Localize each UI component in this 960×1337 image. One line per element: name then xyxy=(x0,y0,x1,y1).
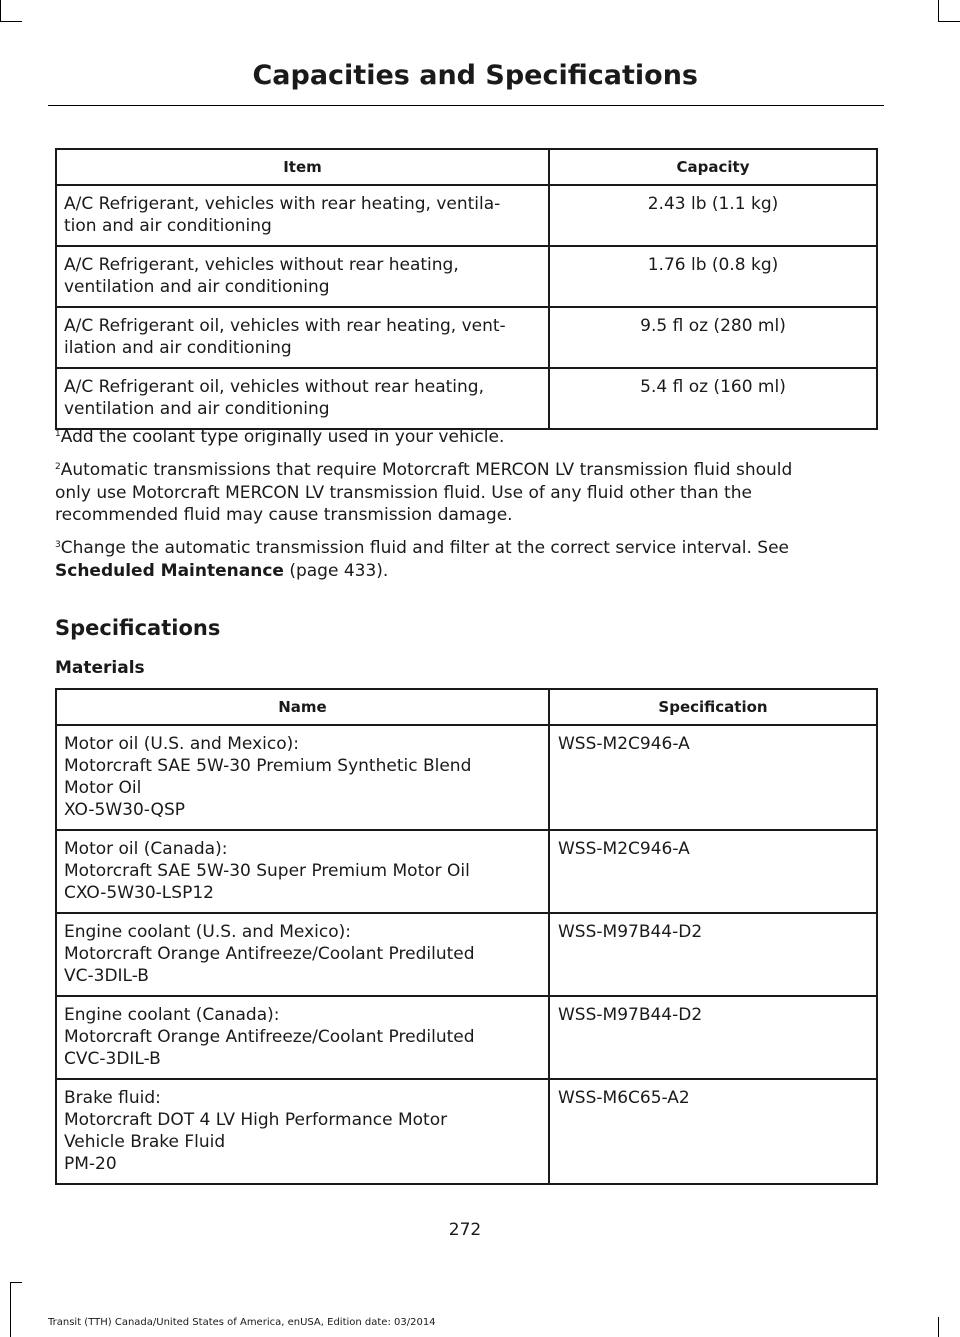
footnote-2: $^2$Automatic transmissions that require Motorcraft MERCON LV transmission fluid should only use Motorcraft MERCON LV transmission fluid. Use of any fluid other than the recommended fluid may cause transmission damage. xyxy=(55,460,793,525)
crop-mark xyxy=(938,1317,939,1337)
column-header-capacity: Capacity xyxy=(549,149,877,185)
section-subtitle: Materials xyxy=(55,658,145,678)
capacity-cell: 2.43 lb (1.1 kg) xyxy=(549,185,877,246)
crop-mark xyxy=(10,1282,22,1283)
item-cell: A/C Refrigerant, vehicles without rear heating, ventilation and air conditioning xyxy=(56,246,549,307)
spec-cell: WSS-M2C946-A xyxy=(549,725,877,830)
table-header-row xyxy=(56,149,877,185)
table-row xyxy=(56,913,877,996)
capacity-cell: 9.5 fl oz (280 ml) xyxy=(549,307,877,368)
table-row xyxy=(56,307,877,368)
name-cell: Engine coolant (U.S. and Mexico): Motorcraft Orange Antifreeze/Coolant Prediluted VC-3DIL-B xyxy=(56,913,549,996)
spec-cell: WSS-M97B44-D2 xyxy=(549,913,877,996)
item-cell: A/C Refrigerant oil, vehicles with rear heating, vent- ilation and air conditioning xyxy=(56,307,549,368)
page-footer: Transit (TTH) Canada/United States of America, enUSA, Edition date: 03/2014 xyxy=(48,1317,436,1328)
materials-table xyxy=(55,688,878,1185)
column-header-specification: Specification xyxy=(549,689,877,725)
scheduled-maintenance-link[interactable]: Scheduled Maintenance xyxy=(55,560,284,581)
table-row xyxy=(56,368,877,429)
crop-mark xyxy=(938,0,939,22)
section-title: Specifications xyxy=(55,616,221,640)
crop-mark xyxy=(938,21,960,22)
table-row xyxy=(56,996,877,1079)
crop-mark xyxy=(0,21,22,22)
capacity-cell: 5.4 fl oz (160 ml) xyxy=(549,368,877,429)
spec-cell: WSS-M2C946-A xyxy=(549,830,877,913)
table-row xyxy=(56,1079,877,1184)
footnote-1: $^1$Add the coolant type originally used in your vehicle. xyxy=(55,427,505,447)
page-title: Capacities and Specifications xyxy=(252,60,698,91)
spec-cell: WSS-M6C65-A2 xyxy=(549,1079,877,1184)
footnote-3: $^3$Change the automatic transmission fluid and filter at the correct service interval. See Scheduled Maintenance (page 433). xyxy=(55,538,789,581)
table-header-row xyxy=(56,689,877,725)
table-row xyxy=(56,830,877,913)
page-number: 272 xyxy=(448,1220,482,1240)
column-header-name: Name xyxy=(56,689,549,725)
table-row xyxy=(56,246,877,307)
crop-mark xyxy=(10,1282,11,1337)
table-row xyxy=(56,725,877,830)
item-cell: A/C Refrigerant, vehicles with rear heating, ventila- tion and air conditioning xyxy=(56,185,549,246)
capacity-cell: 1.76 lb (0.8 kg) xyxy=(549,246,877,307)
crop-mark xyxy=(0,0,1,22)
capacities-table xyxy=(55,148,878,430)
spec-cell: WSS-M97B44-D2 xyxy=(549,996,877,1079)
name-cell: Engine coolant (Canada): Motorcraft Orange Antifreeze/Coolant Prediluted CVC-3DIL-B xyxy=(56,996,549,1079)
name-cell: Motor oil (U.S. and Mexico): Motorcraft SAE 5W-30 Premium Synthetic Blend Motor Oil XO-5W30-QSP xyxy=(56,725,549,830)
item-cell: A/C Refrigerant oil, vehicles without rear heating, ventilation and air conditioning xyxy=(56,368,549,429)
name-cell: Brake fluid: Motorcraft DOT 4 LV High Performance Motor Vehicle Brake Fluid PM-20 xyxy=(56,1079,549,1184)
column-header-item: Item xyxy=(56,149,549,185)
header-divider xyxy=(48,105,884,106)
table-row xyxy=(56,185,877,246)
name-cell: Motor oil (Canada): Motorcraft SAE 5W-30 Super Premium Motor Oil CXO-5W30-LSP12 xyxy=(56,830,549,913)
